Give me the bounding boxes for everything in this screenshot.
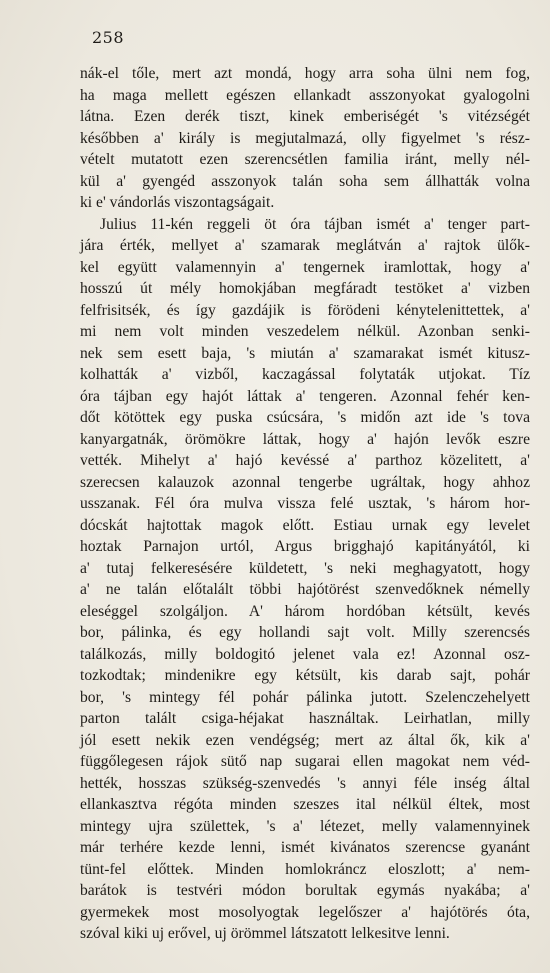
page-number: 258: [92, 28, 125, 47]
text-line: jól esett nekik ezen vendégség; mert az által ők, kik a': [80, 731, 530, 749]
text-line: jára érték, mellyet a' szamarak meglátván a' rajtok ülők-: [80, 237, 530, 254]
text-line: vették. Mihelyt a' hajó kevéssé a' parthoz közelitett, a': [80, 452, 530, 469]
text-line: későbben a' király is megjutalmazá, olly figyelmet 's rész-: [80, 129, 530, 147]
text-line: mintegy ujra születtek, 's a' létezet, melly valamennyinek: [80, 817, 530, 835]
text-line: kel együtt valamennyin a' tengernek iramlottak, hogy a': [80, 258, 530, 276]
text-line: gyermekek most mosolyogtak legelőszer a' hajótörés óta,: [80, 903, 530, 921]
text-line: kül a' gyengéd asszonyok talán soha sem állhatták volna: [80, 172, 530, 190]
text-line: hosszú út mély homokjában megfáradt testöket a' vizben: [80, 280, 530, 297]
text-line: ellankasztva régóta minden szeszes ital nélkül éltek, most: [80, 796, 530, 813]
text-line: Julius 11-kén reggeli öt óra tájban ismét a' tenger part-: [100, 215, 530, 233]
text-line: tünt-fel előttek. Minden homlokráncz eloszlott; a' nem-: [80, 860, 530, 878]
text-line: óra tájban egy hajót láttak a' tengeren. Azonnal fehér ken-: [80, 387, 530, 405]
text-line: dőt kötöttek egy puska csúcsára, 's midőn azt ide 's tova: [80, 409, 530, 426]
text-line: a' tutaj felkeresésére küldetett, 's neki meghagyatott, hogy: [80, 559, 530, 577]
text-line: már terhére kezde lenni, ismét kivánatos szerencse gyanánt: [80, 839, 530, 856]
text-line: függőlegesen rájok sütő nap sugarai ellen magokat nem véd-: [80, 753, 530, 770]
text-line: ha maga mellett egészen ellankadt asszonyokat gyalogolni: [80, 86, 530, 104]
text-line: usszanak. Fél óra mulva vissza felé usztak, 's három hor-: [80, 495, 530, 512]
body-text: [80, 63, 530, 945]
text-line: mi nem volt minden veszedelem nélkül. Azonban senki-: [80, 323, 530, 340]
text-line: szerecsen kalauzok azonnal tengerbe ugráltak, hogy ahhoz: [80, 473, 530, 491]
text-line: eleséggel szolgáljon. A' három hordóban kétsült, kevés: [80, 602, 530, 620]
text-line: kolhatták a' vizből, kaczagással folytaták utjokat. Tíz: [80, 366, 530, 383]
text-line: felfrisitsék, és így gazdájik is förödeni kénytelenittettek, a': [80, 301, 530, 319]
text-line: parton talált csiga-héjakat használtak. Leirhatlan, milly: [80, 710, 530, 727]
text-line: bor, pálinka, és egy hollandi sajt volt. Milly szerencsés: [80, 624, 530, 641]
text-line: bor, 's mintegy fél pohár pálinka jutott. Szelenczehelyett: [80, 688, 530, 706]
text-line: látna. Ezen derék tiszt, kinek emberiségét 's vitézségét: [80, 108, 530, 125]
text-line: dócskát hajtottak magok előtt. Estiau urnak egy levelet: [80, 516, 530, 534]
text-line: szóval kiki uj erővel, uj örömmel látszatott lelkesitve lenni.: [80, 925, 450, 942]
text-line: vételt mutatott ezen szerencsétlen familia iránt, melly nél-: [80, 151, 530, 168]
text-line: hették, hosszas szükség-szenvedés 's annyi féle inség által: [80, 774, 530, 792]
text-line: barátok is testvéri módon borultak egymás nyakába; a': [80, 882, 530, 899]
text-line: kanyargatnák, örömökre láttak, hogy a' hajón levők eszre: [80, 430, 530, 448]
text-line: hoztak Parnajon urtól, Argus brigghajó kapitányától, ki: [80, 538, 530, 555]
text-line: ki e' vándorlás viszontagságait.: [80, 194, 275, 211]
text-line: találkozás, milly boldogitó jelenet vala ez! Azonnal osz-: [80, 645, 530, 663]
text-line: nek sem esett baja, 's miután a' szamarakat ismét kitusz-: [80, 344, 530, 362]
text-line: nák-el tőle, mert azt mondá, hogy arra soha ülni nem fog,: [80, 65, 530, 82]
text-line: tozkodtak; mindenikre egy kétsült, kis darab sajt, pohár: [80, 667, 530, 684]
text-line: a' ne talán előtalált többi hajótörést szenvedőknek némelly: [80, 581, 530, 598]
